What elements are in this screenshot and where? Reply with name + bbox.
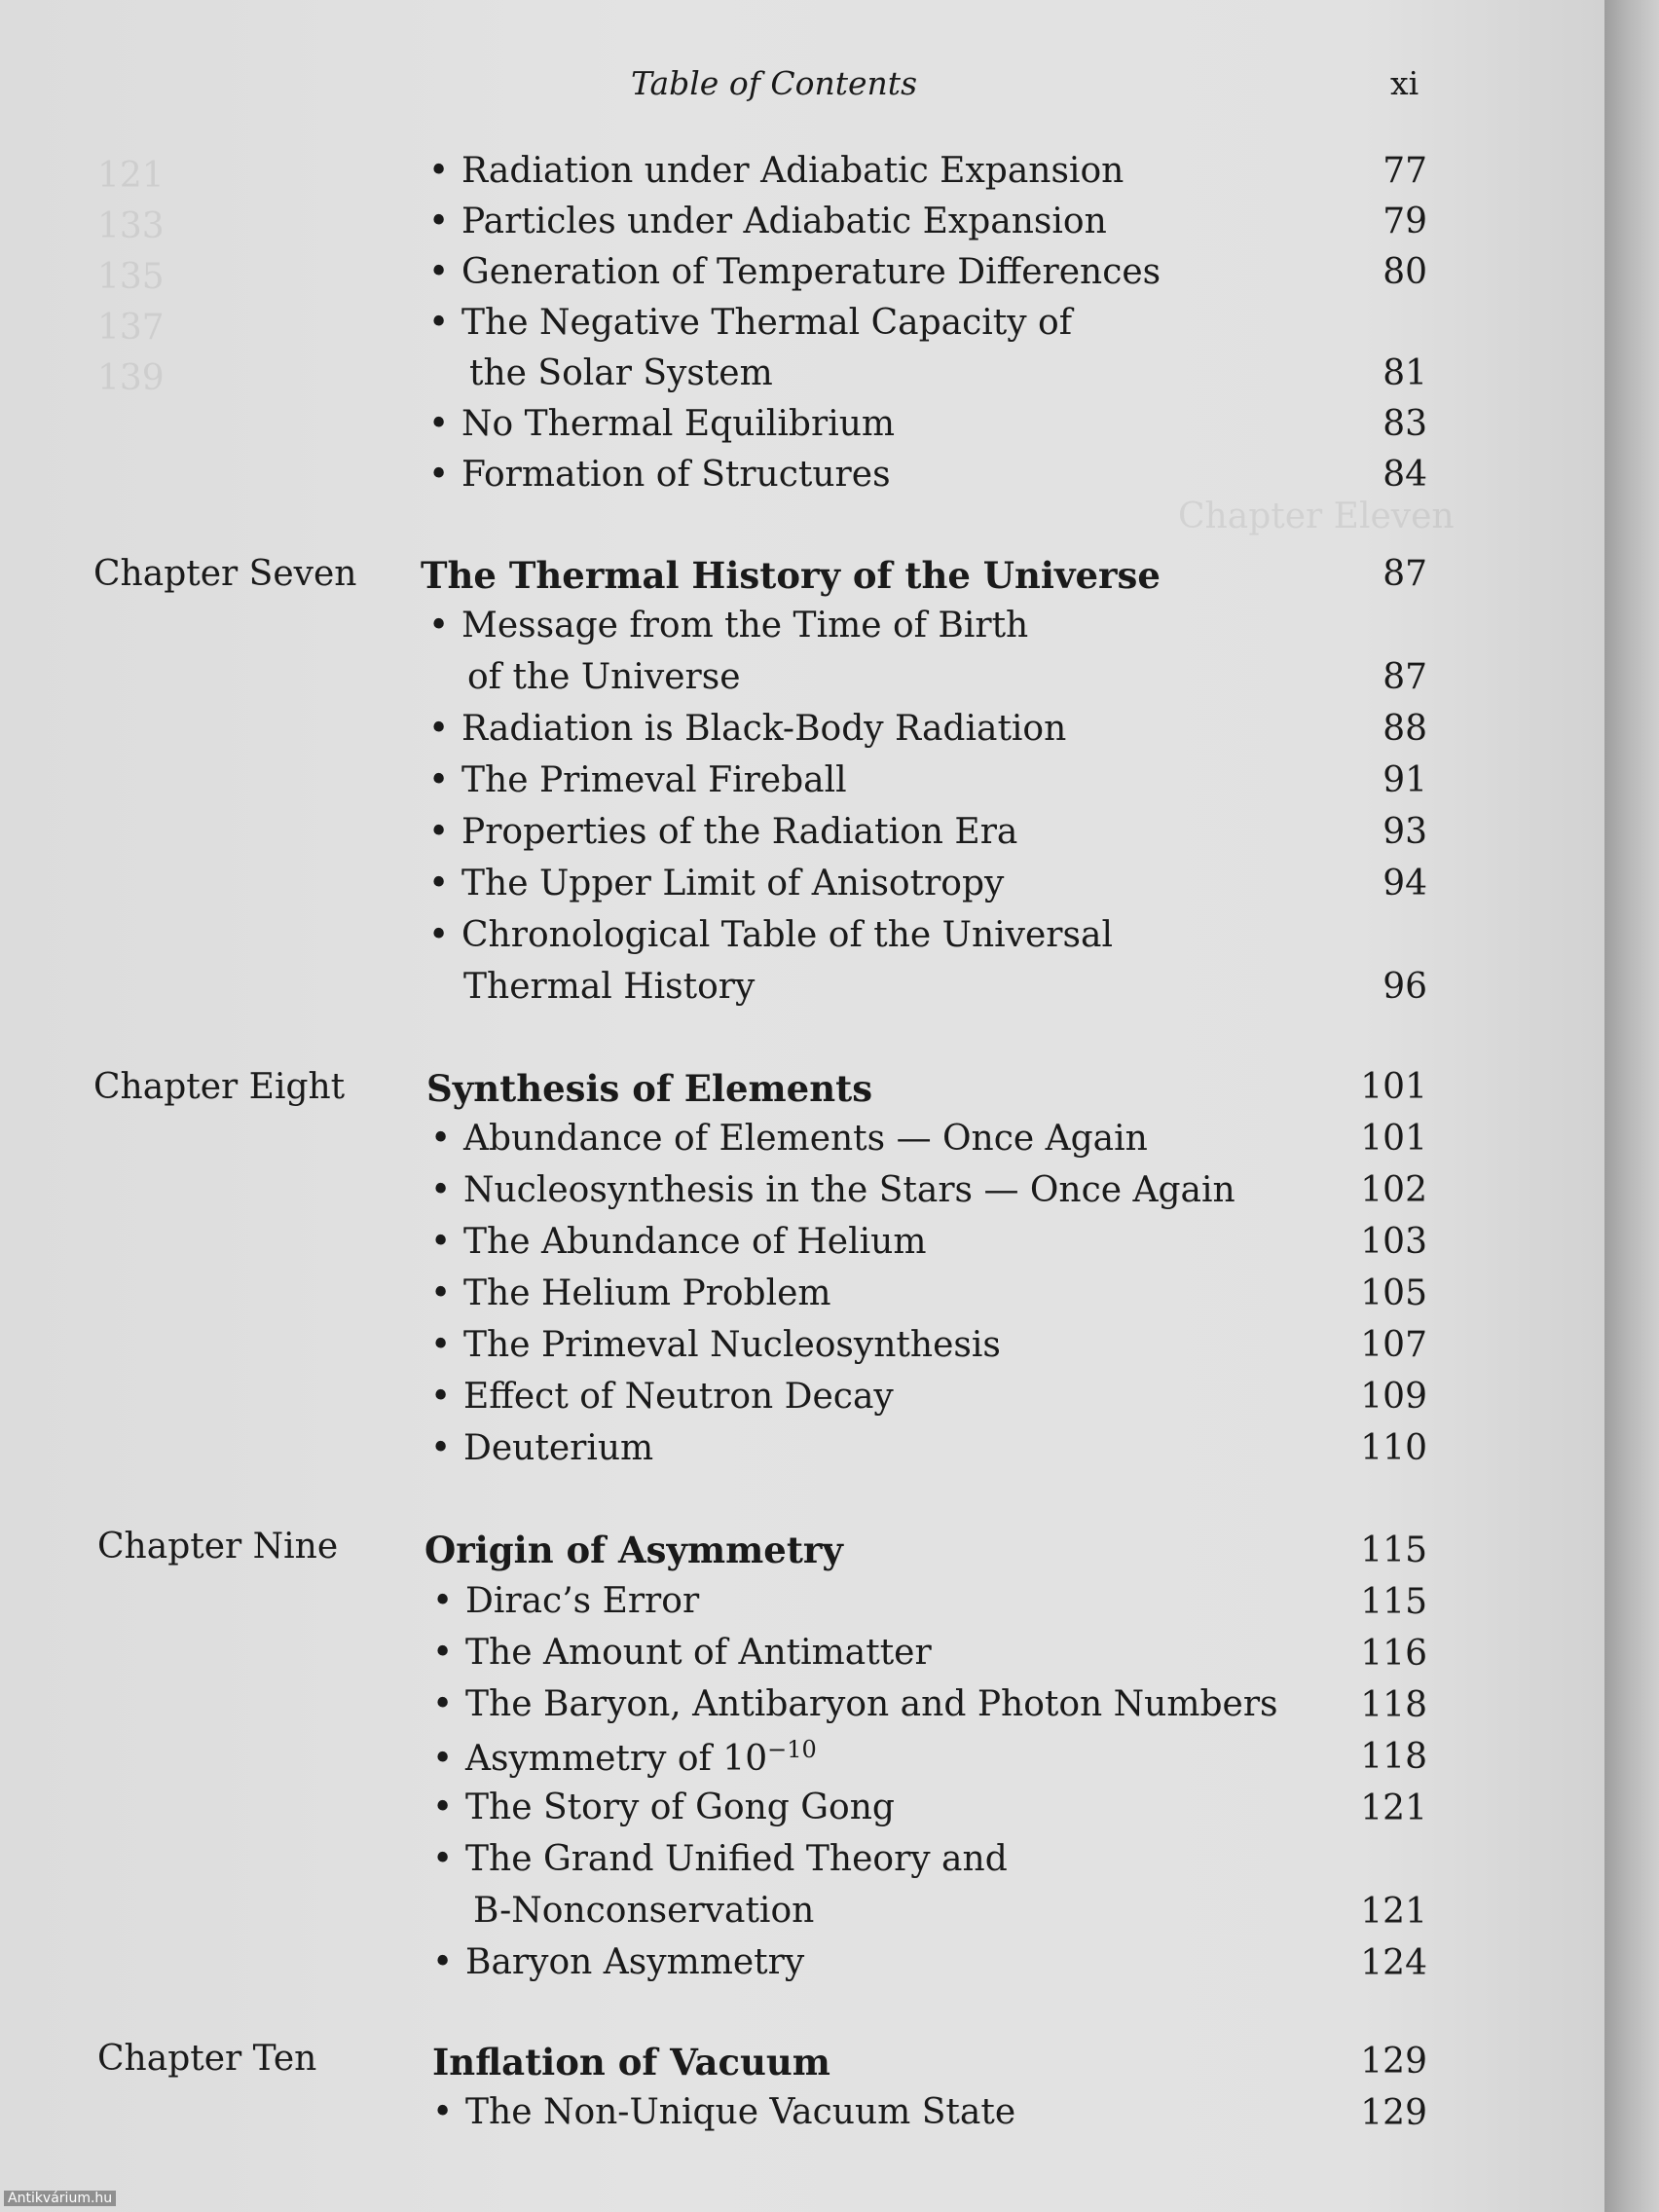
entry-title: The Negative Thermal Capacity of xyxy=(461,303,1073,343)
entry-page: 77 xyxy=(1382,151,1427,191)
toc-entry[interactable] xyxy=(428,760,847,800)
toc-entry[interactable] xyxy=(428,404,895,444)
entry-title: Particles under Adiabatic Expansion xyxy=(461,202,1107,241)
entry-title: The Grand Unified Theory and xyxy=(465,1839,1008,1879)
toc-entry[interactable] xyxy=(430,1325,1001,1365)
entry-page: 102 xyxy=(1360,1170,1427,1210)
entry-title: Radiation is Black-Body Radiation xyxy=(461,709,1067,749)
entry-page: 94 xyxy=(1382,864,1427,903)
entry-page: 110 xyxy=(1360,1428,1427,1468)
entry-title: Properties of the Radiation Era xyxy=(461,812,1018,852)
bullet-icon: • xyxy=(432,1581,454,1621)
toc-entry[interactable] xyxy=(428,455,891,495)
chapter-page: 87 xyxy=(1382,554,1427,594)
bullet-icon: • xyxy=(428,252,450,292)
exponent: −10 xyxy=(767,1736,817,1763)
bullet-icon: • xyxy=(428,760,450,800)
toc-entry[interactable] xyxy=(428,202,1107,241)
entry-title: The Story of Gong Gong xyxy=(465,1788,895,1827)
entry-title: Nucleosynthesis in the Stars — Once Again xyxy=(463,1170,1235,1210)
entry-continuation: of the Universe xyxy=(467,657,741,697)
entry-page: 121 xyxy=(1360,1892,1427,1932)
toc-entry[interactable] xyxy=(428,252,1161,292)
entry-page: 96 xyxy=(1382,967,1427,1007)
bullet-icon: • xyxy=(428,404,450,444)
entry-page: 116 xyxy=(1360,1634,1427,1674)
toc-entry[interactable] xyxy=(432,1581,699,1621)
entry-title: No Thermal Equilibrium xyxy=(461,404,896,444)
entry-page: 109 xyxy=(1360,1377,1427,1417)
bleed-through-text: 137 xyxy=(97,308,165,348)
chapter-title[interactable]: The Thermal History of the Universe xyxy=(421,554,1161,597)
entry-title: Generation of Temperature Differences xyxy=(461,252,1161,292)
entry-page: 83 xyxy=(1382,404,1427,444)
chapter-title[interactable]: Origin of Asymmetry xyxy=(424,1529,843,1571)
chapter-title[interactable]: Synthesis of Elements xyxy=(426,1067,873,1110)
bullet-icon: • xyxy=(430,1325,452,1365)
entry-page: 129 xyxy=(1360,2093,1427,2133)
bullet-icon: • xyxy=(430,1273,452,1313)
toc-entry[interactable] xyxy=(428,151,1124,191)
entry-page: 91 xyxy=(1382,760,1427,800)
toc-entry[interactable] xyxy=(432,1788,895,1827)
chapter-label: Chapter Nine xyxy=(97,1527,339,1567)
entry-title: Abundance of Elements — Once Again xyxy=(463,1119,1148,1159)
bullet-icon: • xyxy=(430,1428,452,1468)
page-number: xi xyxy=(1390,64,1419,102)
entry-page: 87 xyxy=(1382,657,1427,697)
entry-title: Baryon Asymmetry xyxy=(465,1942,805,1982)
entry-page: 93 xyxy=(1382,812,1427,852)
toc-entry[interactable] xyxy=(432,1684,1278,1724)
toc-entry[interactable] xyxy=(430,1222,926,1262)
entry-title: The Helium Problem xyxy=(463,1273,831,1313)
bullet-icon: • xyxy=(432,1839,454,1879)
bleed-through-text: 121 xyxy=(97,156,165,196)
toc-entry[interactable] xyxy=(428,709,1066,749)
bullet-icon: • xyxy=(428,303,450,343)
entry-title: Formation of Structures xyxy=(461,455,891,495)
chapter-label: Chapter Eight xyxy=(93,1067,346,1107)
toc-entry[interactable] xyxy=(428,303,1072,343)
entry-page: 118 xyxy=(1360,1685,1427,1725)
chapter-title[interactable]: Inflation of Vacuum xyxy=(432,2041,830,2083)
toc-entry[interactable] xyxy=(428,606,1028,645)
bleed-through-text: 139 xyxy=(97,358,165,398)
entry-title: Effect of Neutron Decay xyxy=(463,1377,894,1417)
bullet-icon: • xyxy=(428,915,450,955)
bullet-icon: • xyxy=(428,606,450,645)
bullet-icon: • xyxy=(428,812,450,852)
entry-title: The Baryon, Antibaryon and Photon Numbers xyxy=(465,1684,1278,1724)
bleed-through-text: 135 xyxy=(97,257,165,297)
entry-page: 79 xyxy=(1382,202,1427,241)
toc-entry[interactable] xyxy=(430,1119,1148,1159)
toc-entry[interactable] xyxy=(430,1273,831,1313)
entry-title: Dirac’s Error xyxy=(465,1581,700,1621)
entry-page: 121 xyxy=(1360,1788,1427,1828)
entry-title: The Abundance of Helium xyxy=(463,1222,927,1262)
bullet-icon: • xyxy=(428,864,450,903)
toc-entry[interactable] xyxy=(428,864,1004,903)
entry-title: Message from the Time of Birth xyxy=(461,606,1029,645)
entry-page: 115 xyxy=(1360,1582,1427,1622)
toc-entry[interactable] xyxy=(432,1942,804,1982)
entry-title: The Amount of Antimatter xyxy=(465,1633,932,1673)
entry-continuation: the Solar System xyxy=(469,353,773,393)
bullet-icon: • xyxy=(428,202,450,241)
entry-title: Deuterium xyxy=(463,1428,654,1468)
toc-entry[interactable] xyxy=(430,1170,1235,1210)
bullet-icon: • xyxy=(428,455,450,495)
bullet-icon: • xyxy=(432,2092,454,2132)
chapter-page: 115 xyxy=(1360,1530,1427,1570)
entry-page: 124 xyxy=(1360,1943,1427,1983)
bullet-icon: • xyxy=(432,1633,454,1673)
entry-page: 88 xyxy=(1382,709,1427,749)
bullet-icon: • xyxy=(430,1170,452,1210)
toc-entry[interactable] xyxy=(430,1377,894,1417)
entry-page: 103 xyxy=(1360,1222,1427,1262)
bullet-icon: • xyxy=(432,1942,454,1982)
bullet-icon: • xyxy=(430,1377,452,1417)
bullet-icon: • xyxy=(432,1684,454,1724)
entry-page: 84 xyxy=(1382,455,1427,495)
entry-continuation: Thermal History xyxy=(463,967,756,1007)
chapter-page: 101 xyxy=(1360,1067,1427,1107)
toc-entry[interactable] xyxy=(428,812,1017,852)
entry-page: 81 xyxy=(1382,353,1427,393)
entry-title: The Primeval Fireball xyxy=(461,760,847,800)
entry-title: The Non-Unique Vacuum State xyxy=(465,2092,1016,2132)
bullet-icon: • xyxy=(432,1788,454,1827)
entry-title: Asymmetry of 10 xyxy=(465,1739,768,1779)
bleed-through-text: 133 xyxy=(97,206,165,246)
entry-page: 107 xyxy=(1360,1325,1427,1365)
running-head: Table of Contents xyxy=(631,64,918,102)
page-edge-shadow xyxy=(1604,0,1659,2212)
toc-entry[interactable] xyxy=(428,915,1113,955)
bullet-icon: • xyxy=(428,151,450,191)
entry-continuation: B-Nonconservation xyxy=(473,1891,815,1931)
bleed-through-text: Chapter Eleven xyxy=(1178,497,1455,536)
toc-entry[interactable] xyxy=(432,1839,1008,1879)
watermark: Antikvárium.hu xyxy=(4,2191,116,2206)
entry-page: 118 xyxy=(1360,1737,1427,1777)
chapter-label: Chapter Ten xyxy=(97,2039,317,2079)
chapter-label: Chapter Seven xyxy=(93,554,357,594)
toc-entry[interactable] xyxy=(430,1428,653,1468)
bullet-icon: • xyxy=(430,1222,452,1262)
chapter-page: 129 xyxy=(1360,2042,1427,2082)
entry-page: 80 xyxy=(1382,252,1427,292)
entry-title: Radiation under Adiabatic Expansion xyxy=(461,151,1124,191)
toc-entry[interactable] xyxy=(432,1633,932,1673)
toc-entry[interactable] xyxy=(432,1736,817,1779)
bullet-icon: • xyxy=(430,1119,452,1159)
entry-title: Chronological Table of the Universal xyxy=(461,915,1113,955)
entry-title: The Upper Limit of Anisotropy xyxy=(461,864,1005,903)
entry-page: 105 xyxy=(1360,1273,1427,1313)
entry-page: 101 xyxy=(1360,1119,1427,1159)
bullet-icon: • xyxy=(428,709,450,749)
bullet-icon: • xyxy=(432,1739,454,1779)
entry-title: The Primeval Nucleosynthesis xyxy=(463,1325,1001,1365)
toc-entry[interactable] xyxy=(432,2092,1015,2132)
